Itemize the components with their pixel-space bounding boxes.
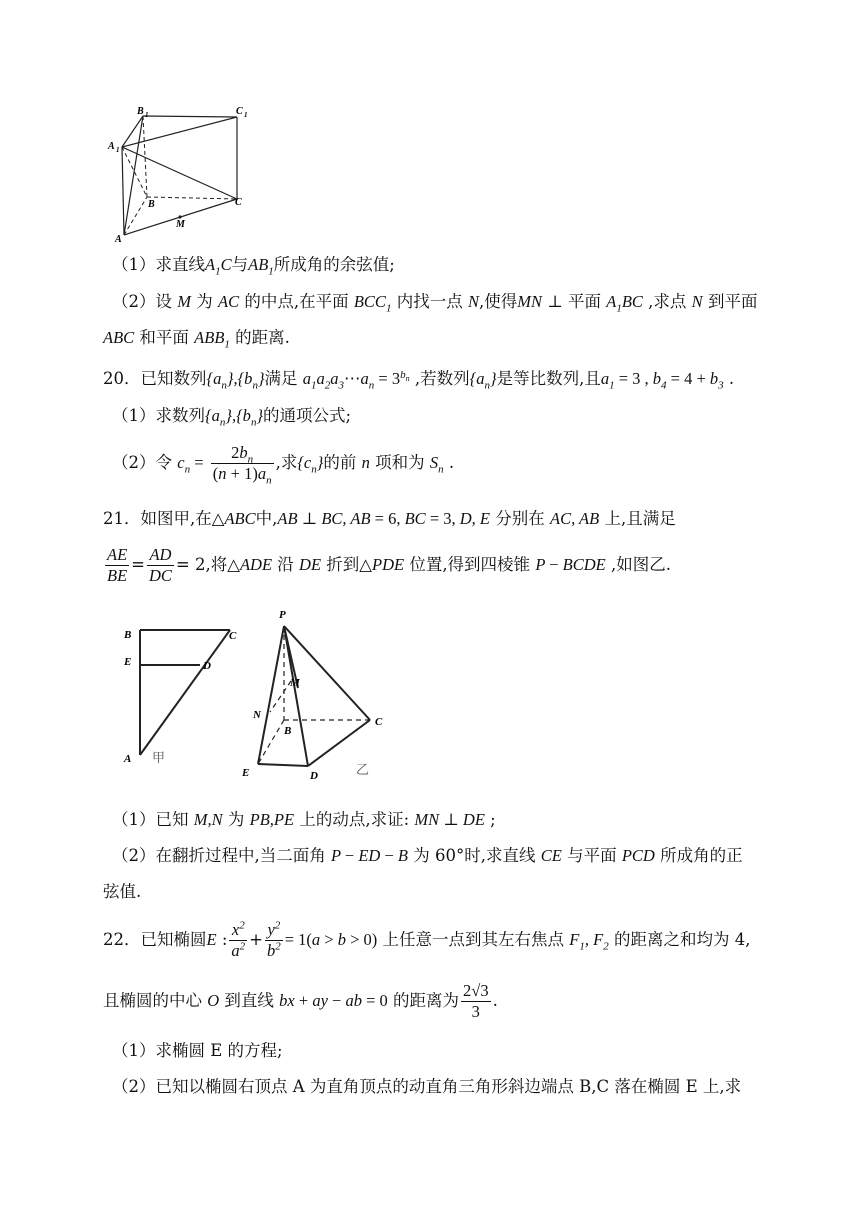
- q22-part1: （1）求椭圆 E 的方程;: [112, 1041, 283, 1060]
- q19-part2-cont: ABC 和平面 $ABB_1$ 的距离.: [103, 328, 290, 351]
- jia-label-e: E: [124, 656, 132, 668]
- label-a1: A: [108, 141, 115, 152]
- q22-stem-cont: 且椭圆的中心 O 到直线 bx + ay − ab = 0 的距离为 $\frac{2√3}{3}$ .: [103, 981, 498, 1021]
- q20-part2: （2）令 $c_n$ = $\frac{2b_n}{(n + 1)a_n}$ ,求$\{c_n\}$的前 n 项和为 $S_n$ .: [112, 443, 455, 487]
- q22-stem: 22．已知椭圆E : $\frac{x^2}{a^2}$ + $\frac{y^2}{b^2}$ = 1(a > b > 0) 上任意一点到其左右焦点 $F_1$, $F_2$ 的距离之和均为 4,: [103, 919, 751, 960]
- label-c: C: [235, 197, 242, 208]
- yi-label-m: M: [290, 677, 300, 689]
- label-a: A: [115, 234, 122, 245]
- q21-part2: （2）在翻折过程中,当二面角 P − ED − B 为 60°时,求直线 CE 与平面 PCD 所成角的正: [112, 846, 743, 865]
- jia-label-b: B: [124, 629, 132, 641]
- label-m: M: [176, 219, 185, 230]
- jia-label-d: D: [203, 660, 211, 672]
- prism-figure: [105, 100, 265, 250]
- q20-part1: （1）求数列$\{a_n\},\{b_n\}$的通项公式;: [112, 406, 352, 429]
- label-c1-sub: 1: [244, 111, 248, 119]
- label-b: B: [148, 199, 155, 210]
- yi-label-e: E: [242, 767, 250, 779]
- q21-stem-cont: $\frac{AE}{BE}$ = $\frac{AD}{DC}$ = 2,将△ADE 沿 DE 折到△PDE 位置,得到四棱锥 P − BCDE ,如图乙.: [107, 545, 671, 585]
- q21-part2-cont: 弦值.: [103, 882, 142, 901]
- yi-label-b: B: [284, 725, 292, 737]
- q21-part1: （1）已知 M,N 为 PB,PE 上的动点,求证: MN ⊥ DE ;: [112, 810, 496, 829]
- jia-label-a: A: [124, 753, 132, 765]
- jia-label-c: C: [229, 630, 237, 642]
- yi-label-n: N: [253, 709, 261, 721]
- q20-stem: 20．已知数列$\{a_n\},\{b_n\}$满足 $a_1a_2a_3\cdots a_n = 3^{b_n}$ ,若数列$\{a_n\}$是等比数列,且$a_1 = 3$ , $b_4 = 4 + b_3$ .: [103, 368, 735, 392]
- q19-part1: （1）求直线$A_1C$与$AB_1$所成角的余弦值;: [112, 255, 395, 278]
- q21-stem: 21．如图甲,在△ABC中,AB ⊥ BC, AB = 6, BC = 3, D, E 分别在 AC, AB 上,且满足: [103, 509, 676, 528]
- label-b1: B: [137, 106, 144, 117]
- yi-label-p: P: [279, 609, 286, 621]
- label-b1-sub: 1: [145, 111, 149, 119]
- q19-part2: （2）设 M 为 AC 的中点,在平面 $BCC_1$ 内找一点 N,使得MN ⊥ 平面 $A_1BC$ ,求点 N 到平面: [112, 292, 758, 315]
- figure-jia: [118, 620, 253, 770]
- label-a1-sub: 1: [116, 146, 120, 154]
- yi-label-c: C: [375, 716, 383, 728]
- yi-label-d: D: [310, 770, 318, 782]
- label-c1: C: [236, 106, 243, 117]
- q22-part2: （2）已知以椭圆右顶点 A 为直角顶点的动直角三角形斜边端点 B,C 落在椭圆 E 上,求: [112, 1077, 742, 1096]
- figure-yi: [238, 604, 403, 784]
- yi-caption: 乙: [356, 763, 370, 778]
- jia-caption: 甲: [152, 751, 166, 766]
